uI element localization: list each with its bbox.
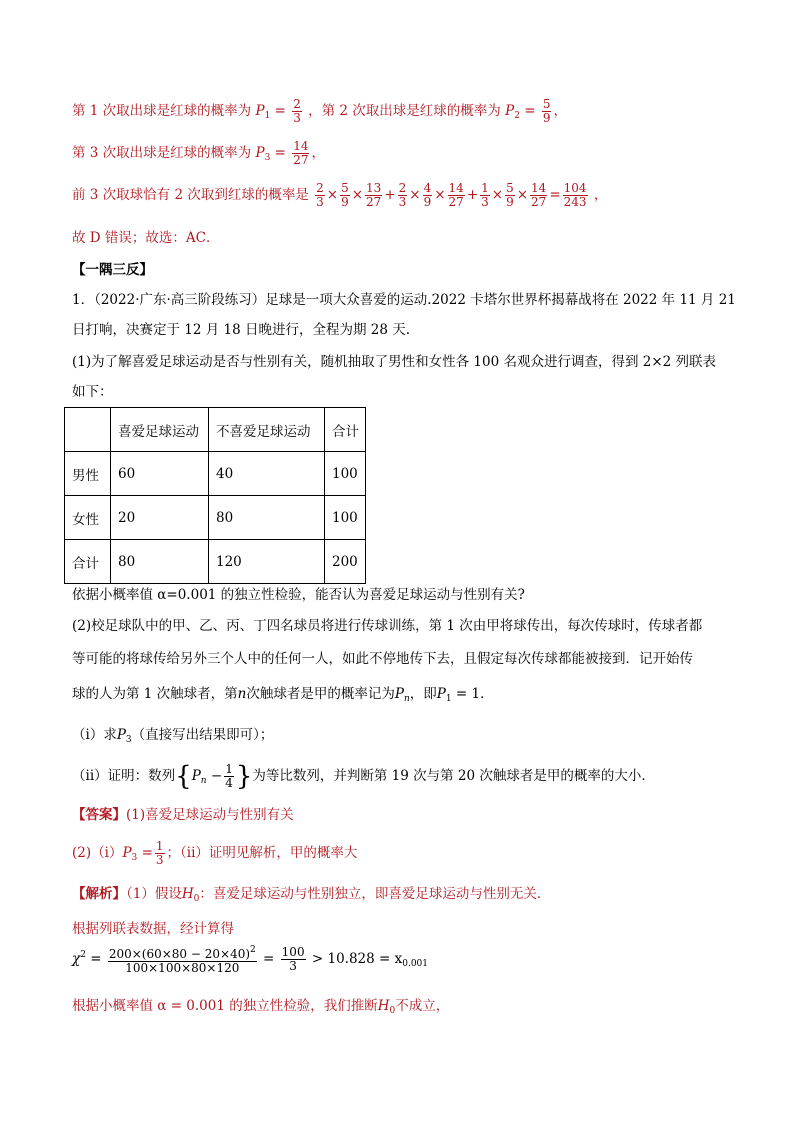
table-cell: 60 <box>111 452 209 496</box>
solution-line-3: 前 3 次取球恰有 2 次取到红球的概率是 $\frac{2}{3}$ × $\frac{5}{9}$ × $\frac{13}{27}$ + $\frac{2}{3}$ × $\frac{4}{9}$ × $\frac{14}{27}$ + $\frac{1}{3}$ × $\frac{5}{9}$ × $\frac{14}{27}$ = $\frac{104}{243}$ ， <box>72 181 608 209</box>
text: 第 1 次取出球是红球的概率为 <box>72 103 252 119</box>
problem-part2-line-3: 球的人为第 1 次触球者，第n次触球者是甲的概率记为$P_n$，即$P_1 = 1$． <box>72 686 494 704</box>
table-row <box>65 496 366 540</box>
contingency-table <box>64 407 366 584</box>
problem-intro-line-2: 日打响，决赛定于 12 月 18 日晚进行，全程为期 28 天. <box>72 322 411 338</box>
table-cell: 80 <box>209 496 325 540</box>
table-cell: 100 <box>325 496 366 540</box>
math-symbol: P <box>255 145 265 161</box>
analysis-line-1: 【解析】（1）假设$H_0$：喜爱足球运动与性别独立，即喜爱足球运动与性别无关． <box>72 886 551 904</box>
math-subscript: 3 <box>264 153 271 163</box>
analysis-line-2: 根据列联表数据，经计算得 <box>72 921 234 937</box>
analysis-line-4: 根据小概率值 α = 0.001 的独立性检验，我们推断$H_0$不成立， <box>72 998 450 1016</box>
probability-expression: $\frac{2}{3}$ × $\frac{5}{9}$ × $\frac{13}{27}$ + $\frac{2}{3}$ × $\frac{4}{9}$ × $\frac{14}{27}$ + $\frac{1}{3}$ × $\frac{5}{9}$ × $\frac{14}{27}$ = $\frac{104}{243}$ <box>316 181 587 209</box>
problem-sub-ii: （ii）证明：数列{$P_n$ − $\frac{1}{4}$ }为等比数列，并判断第 19 次与第 20 次触球者是甲的概率的大小． <box>72 761 655 792</box>
solution-line-1: 第 1 次取出球是红球的概率为 $P_1$ = $\frac{2}{3}$ ，第 2 次取出球是红球的概率为 $P_2$ = $\frac{5}{9}$ ， <box>72 97 567 125</box>
table-row <box>65 540 366 584</box>
chi-square-formula: $\chi^2$ = $\frac{200\times(60\times 80 - 20\times 40)^2}{100\times 100\times 80\times 120}$ = $\frac{100}{3}$ > $10.828 = x_{0.001}$ <box>72 945 428 975</box>
table-cell: 20 <box>111 496 209 540</box>
solution-line-2: 第 3 次取出球是红球的概率为 $P_3$ = $\frac{14}{27}$ ， <box>72 139 325 167</box>
table-header-cell: 不喜爱足球运动 <box>209 408 325 452</box>
answer-part2: $(2)(i)P_3$ = $\frac{1}{3}$ ；（ii）证明见解析，甲的概率大 <box>72 839 358 867</box>
problem-intro-line-1: 1．（2022·广东·高三阶段练习）足球是一项大众喜爱的运动.2022 卡塔尔世界杯揭幕战将在 2022 年 11 月 21 <box>72 292 736 308</box>
math-symbol: P <box>255 103 265 119</box>
problem-sub-i: （i）求$P_3$（直接写出结果即可）； <box>72 727 274 745</box>
fraction: $\frac{5}{9}$ <box>542 97 551 125</box>
table-header-row <box>65 408 366 452</box>
table-cell <box>65 408 111 452</box>
table-cell: 40 <box>209 452 325 496</box>
problem-part1-question: 依据小概率值 α=0.001 的独立性检验，能否认为喜爱足球运动与性别有关? <box>72 587 525 603</box>
table-cell: 女性 <box>65 496 111 540</box>
table-header-cell: 喜爱足球运动 <box>111 408 209 452</box>
table-cell: 男性 <box>65 452 111 496</box>
solution-line-4: 故 D 错误；故选：AC． <box>72 230 220 246</box>
problem-part1-line-1: (1)为了解喜爱足球运动是否与性别有关，随机抽取了男性和女性各 100 名观众进行调查，得到 2×2 列联表 <box>72 354 717 370</box>
table-cell: 200 <box>325 540 366 584</box>
fraction: $\frac{14}{27}$ <box>293 139 309 167</box>
problem-part2-line-2: 等可能的将球传给另外三个人中的任何一人，如此不停地传下去，且假定每次传球都能被接到．记开始传 <box>72 651 693 667</box>
table-cell: 120 <box>209 540 325 584</box>
table-cell: 80 <box>111 540 209 584</box>
text: ，第 2 次取出球是红球的概率为 <box>308 103 501 119</box>
answer-part1: 【答案】(1)喜爱足球运动与性别有关 <box>72 807 294 823</box>
section-title: 【一隅三反】 <box>72 262 153 278</box>
table-header-cell: 合计 <box>325 408 366 452</box>
fraction: $\frac{2}{3}$ <box>293 97 301 125</box>
math-subscript: 1 <box>264 111 271 121</box>
text: 前 3 次取球恰有 2 次取到红球的概率是 <box>72 187 309 203</box>
problem-part1-line-2: 如下： <box>72 384 113 400</box>
table-cell: 100 <box>325 452 366 496</box>
table-row <box>65 452 366 496</box>
problem-part2-line-1: (2)校足球队中的甲、乙、丙、丁四名球员将进行传球训练，第 1 次由甲将球传出，每次传球时，传球者都 <box>72 618 703 634</box>
math-subscript: 2 <box>514 111 520 121</box>
table-cell: 合计 <box>65 540 111 584</box>
text: 第 3 次取出球是红球的概率为 <box>72 145 252 161</box>
math-symbol: P <box>505 103 515 119</box>
